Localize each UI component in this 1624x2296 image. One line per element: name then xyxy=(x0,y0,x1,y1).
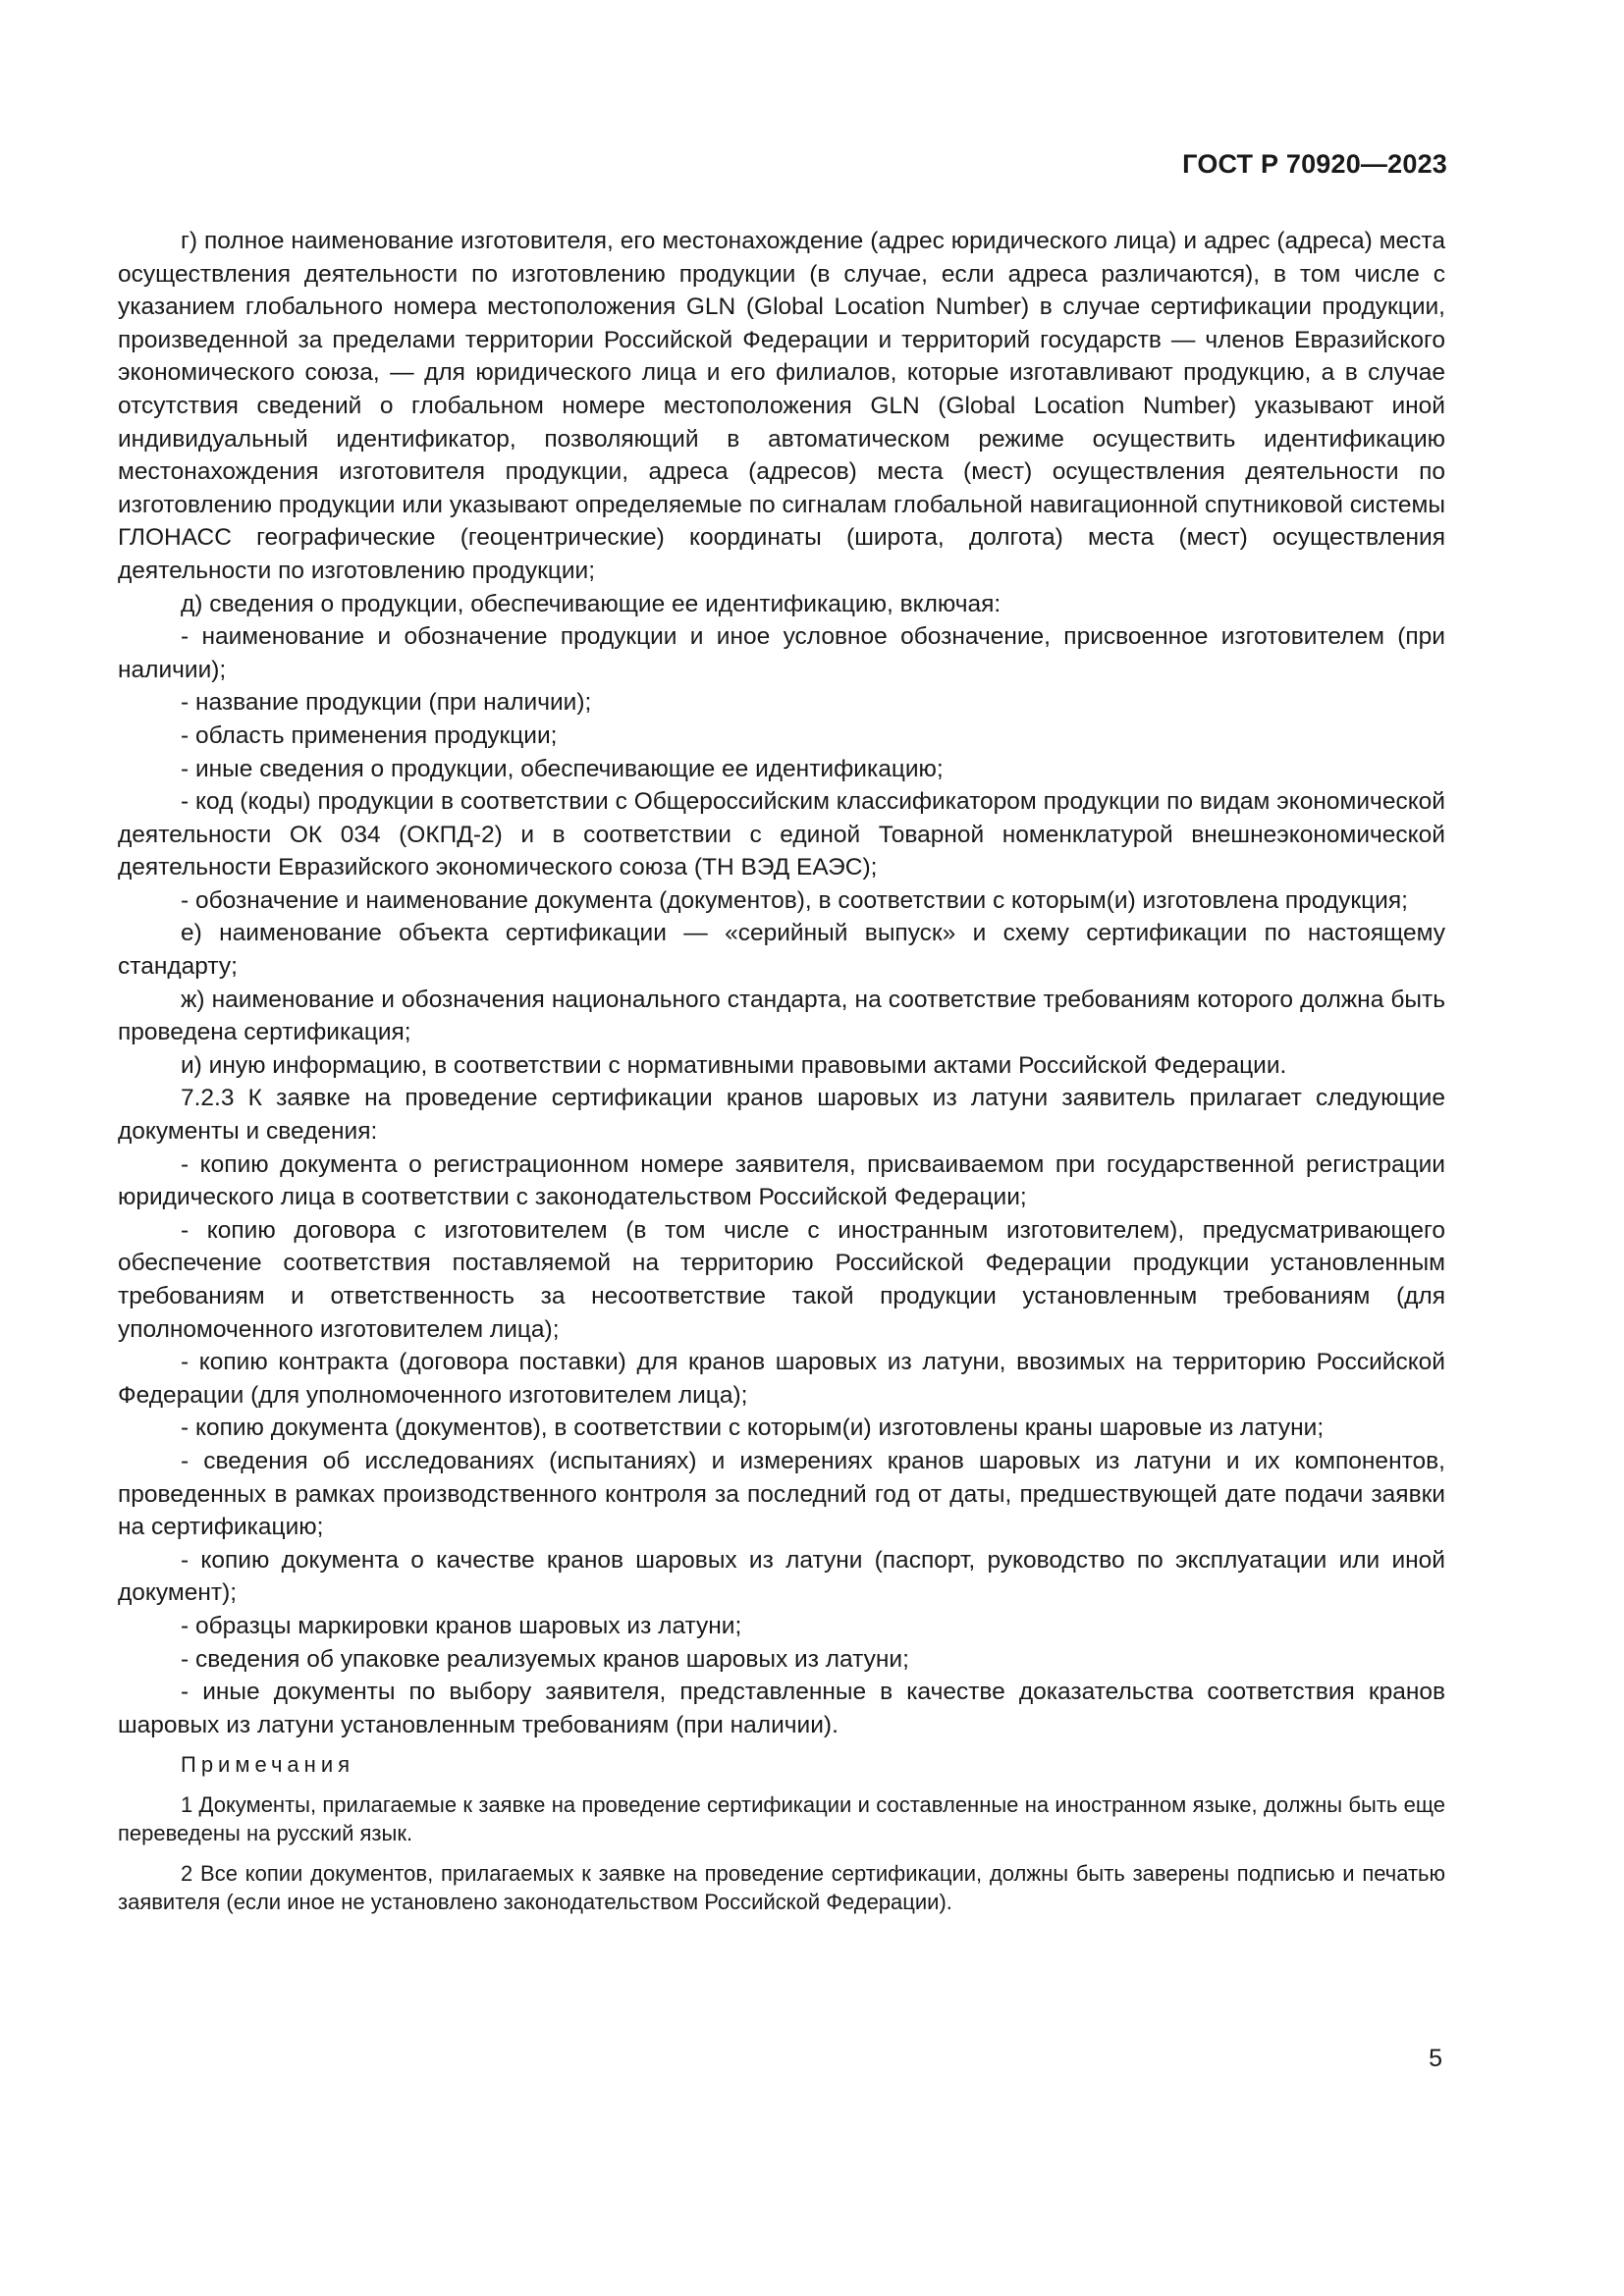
list-item: - копию контракта (договора поставки) для кранов шаровых из латуни, ввозимых на территорию Российской Федерации (для уполномоченного изготовителем лица); xyxy=(118,1349,1445,1409)
list-item: - код (коды) продукции в соответствии с Общероссийским классификатором продукции по видам экономической деятельности ОК 034 (ОКПД-2) и в соответствии с единой Товарной номенклатурой внешнеэкономической деятельности Евразийского экономического союза (ТН ВЭД ЕАЭС); xyxy=(118,788,1445,881)
paragraph-e: е) наименование объекта сертификации — «серийный выпуск» и схему сертификации по настоящему стандарту; xyxy=(118,920,1445,981)
paragraph-g: г) полное наименование изготовителя, его местонахождение (адрес юридического лица) и адрес (адреса) места осуществления деятельности по изготовлению продукции (в случае, если адреса различаются), в том числе с указанием глобального номера местоположения GLN (Global Location Number) в случае сертификации продукции, произведенной за пределами территории Российской Федерации и территорий государств — членов Евразийского экономического союза, — для юридического лица и его филиалов, которые изготавливают продукцию, а в случае отсутствия сведений о глобальном номере местоположения GLN (Global Location Number) указывают иной индивидуальный идентификатор, позволяющий в автоматическом режиме осуществить идентификацию местонахождения изготовителя продукции, адреса (адресов) места (мест) осуществления деятельности по изготовлению продукции или указывают определяемые по сигналам глобальной навигационной спутниковой системы ГЛОНАСС географические (геоцентрические) координаты (широта, долгота) места (мест) осуществления деятельности по изготовлению продукции; xyxy=(118,228,1445,584)
list-item: - название продукции (при наличии); xyxy=(181,689,592,717)
list-item: - обозначение и наименование документа (документов), в соответствии с которым(и) изготовлена продукция; xyxy=(181,886,1408,914)
paragraph-d: д) сведения о продукции, обеспечивающие ее идентификацию, включая: xyxy=(181,590,1001,617)
paragraph-zh: ж) наименование и обозначения национального стандарта, на соответствие требованиям которого должна быть проведена сертификация; xyxy=(118,986,1445,1046)
list-item: - иные документы по выбору заявителя, представленные в качестве доказательства соответствия кранов шаровых из латуни установленным требованиям (при наличии). xyxy=(118,1679,1445,1738)
list-item: - копию документа о качестве кранов шаровых из латуни (паспорт, руководство по эксплуатации или иной документ); xyxy=(118,1546,1445,1607)
list-item: - сведения об исследованиях (испытаниях) и измерениях кранов шаровых из латуни и их компонентов, проведенных в рамках производственного контроля за последний год от даты, предшествующей дате подачи заявки на сертификацию; xyxy=(118,1447,1445,1541)
note-item: 1 Документы, прилагаемые к заявке на проведение сертификации и составленные на иностранном языке, должны быть еще переведены на русский язык. xyxy=(118,1792,1445,1846)
list-item: - копию документа о регистрационном номере заявителя, присваиваемом при государственной регистрации юридического лица в соответствии с законодательством Российской Федерации; xyxy=(118,1150,1445,1211)
notes-heading: Примечания xyxy=(181,1752,355,1778)
notes-section xyxy=(118,1750,1445,1916)
list-item: - иные сведения о продукции, обеспечивающие ее идентификацию; xyxy=(181,755,944,782)
note-item: 2 Все копии документов, прилагаемых к заявке на проведение сертификации, должны быть заверены подписью и печатью заявителя (если иное не установлено законодательством Российской Федерации). xyxy=(118,1861,1445,1915)
list-item: - копию документа (документов), в соответствии с которым(и) изготовлены краны шаровые из латуни; xyxy=(181,1415,1325,1442)
document-number-header: ГОСТ Р 70920—2023 xyxy=(1182,149,1447,179)
document-body xyxy=(118,225,1445,1928)
clause-7-2-3: 7.2.3 К заявке на проведение сертификации кранов шаровых из латуни заявитель прилагает следующие документы и сведения: xyxy=(118,1085,1445,1146)
list-item: - наименование и обозначение продукции и иное условное обозначение, присвоенное изготовителем (при наличии); xyxy=(118,623,1445,683)
paragraph-i: и) иную информацию, в соответствии с нормативными правовыми актами Российской Федерации. xyxy=(181,1051,1287,1079)
page-number: 5 xyxy=(1429,2045,1442,2072)
list-item: - образцы маркировки кранов шаровых из латуни; xyxy=(181,1612,742,1639)
list-item: - сведения об упаковке реализуемых кранов шаровых из латуни; xyxy=(181,1645,909,1673)
list-item: - копию договора с изготовителем (в том числе с иностранным изготовителем), предусматривающего обеспечение соответствия поставляемой на территорию Российской Федерации продукции установленным требованиям и ответственность за несоответствие такой продукции установленным требованиям (для уполномоченного изготовителем лица); xyxy=(118,1216,1445,1343)
list-item: - область применения продукции; xyxy=(181,721,558,749)
